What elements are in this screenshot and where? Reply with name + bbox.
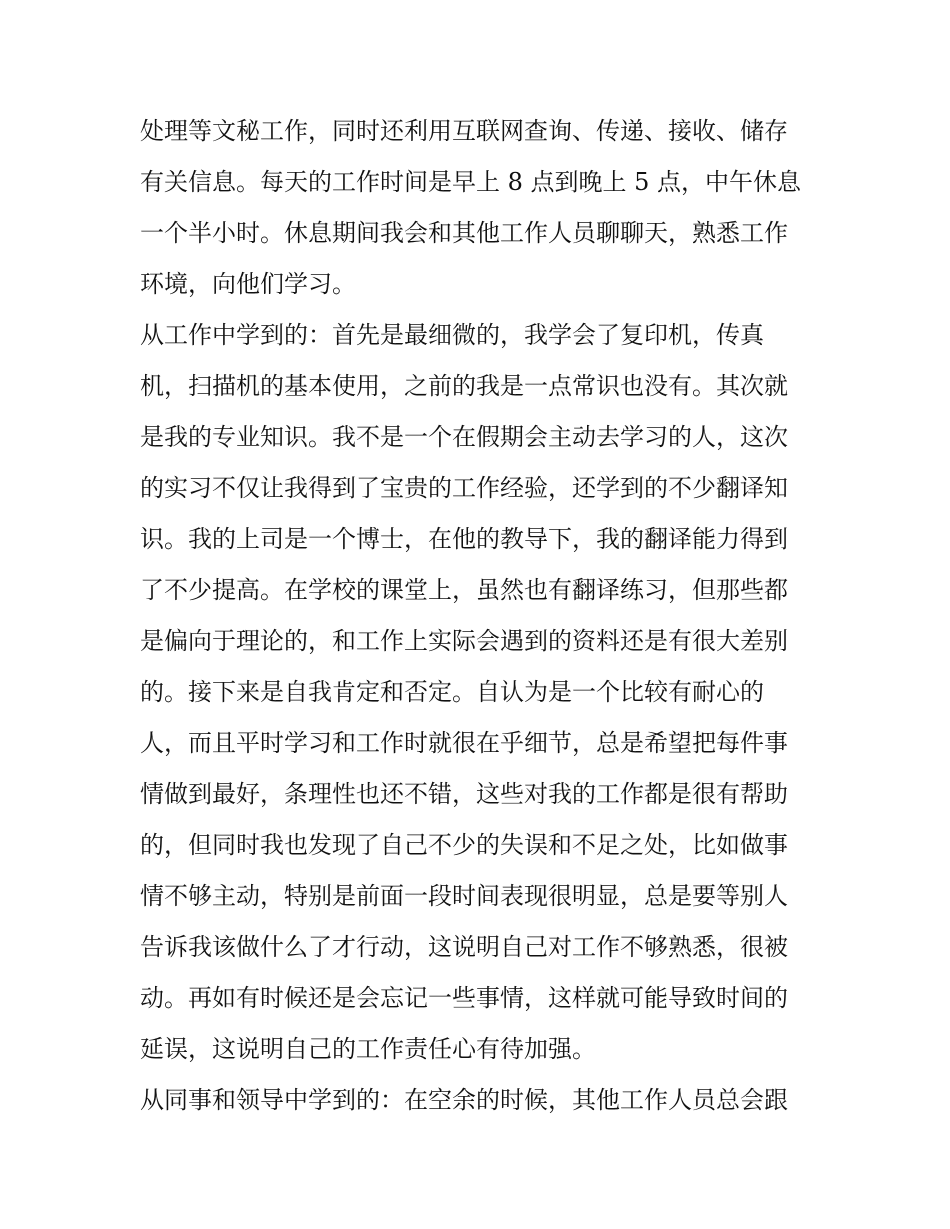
text-line: 从同事和领导中学到的：在空余的时候，其他工作人员总会跟	[140, 1086, 788, 1114]
text-line: 的，但同时我也发现了自己不少的失误和不足之处，比如做事	[140, 831, 788, 859]
text-line: 人，而且平时学习和工作时就很在乎细节，总是希望把每件事	[140, 729, 788, 757]
text-line: 环境，向他们学习。	[140, 270, 356, 298]
text-line: 告诉我该做什么了才行动，这说明自己对工作不够熟悉，很被	[140, 933, 788, 961]
text-line: 是我的专业知识。我不是一个在假期会主动去学习的人，这次	[140, 423, 788, 451]
text-line: 的。接下来是自我肯定和否定。自认为是一个比较有耐心的	[140, 678, 764, 706]
text-line: 情做到最好，条理性也还不错，这些对我的工作都是很有帮助	[140, 780, 788, 808]
text-line: 动。再如有时候还是会忘记一些事情，这样就可能导致时间的	[140, 984, 788, 1012]
text-line: 有关信息。每天的工作时间是早上 8 点到晚上 5 点，中午休息	[140, 168, 802, 196]
text-line: 从工作中学到的：首先是最细微的，我学会了复印机，传真	[140, 321, 764, 349]
text-line: 情不够主动，特别是前面一段时间表现很明显，总是要等别人	[140, 882, 788, 910]
text-line: 一个半小时。休息期间我会和其他工作人员聊聊天，熟悉工作	[140, 219, 788, 247]
text-line: 识。我的上司是一个博士，在他的教导下，我的翻译能力得到	[140, 525, 788, 553]
body-text	[140, 106, 820, 1126]
text-line: 机，扫描机的基本使用，之前的我是一点常识也没有。其次就	[140, 372, 788, 400]
text-line: 延误，这说明自己的工作责任心有待加强。	[140, 1035, 596, 1063]
text-line: 是偏向于理论的，和工作上实际会遇到的资料还是有很大差别	[140, 627, 788, 655]
text-line: 了不少提高。在学校的课堂上，虽然也有翻译练习，但那些都	[140, 576, 788, 604]
text-line: 处理等文秘工作，同时还利用互联网查询、传递、接收、储存	[140, 117, 788, 145]
text-line: 的实习不仅让我得到了宝贵的工作经验，还学到的不少翻译知	[140, 474, 788, 502]
